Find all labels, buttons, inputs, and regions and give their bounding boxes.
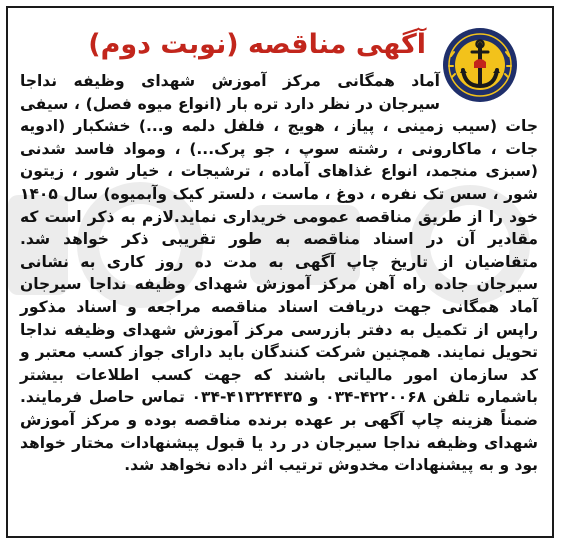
notice-title: آگهی مناقصه (نوبت دوم) bbox=[88, 29, 426, 60]
emblem-spacer bbox=[440, 70, 538, 114]
notice-body bbox=[20, 70, 538, 477]
notice-body-text: آماد همگانی مرکز آموزش شهدای وظیفه نداجا سیرجان در نظر دارد تره بار (انواع میوه فصل) ، سیفی جات (سیب زمینی ، پیاز ، هویج ، فلفل دلمه و...) خشکبار (ادویه جات ، ماکارونی ، رشته سوپ ، جو پرک...) ، ومواد فاسد شدنی (سبزی منجمد، انواع غذاهای آماده ، ترشیجات ، خیار شور ، زیتون شور ، سس تک نفره ، دوغ ، ماست ، دلستر کیک وآبمیوه) سال ۱۴۰۵ خود را از طریق مناقصه عمومی خریداری نماید.لازم به ذکر است که مقادیر آن در اسناد مناقصه به طور تقریبی ذکر خواهد شد. متقاضیان از تاریخ چاپ آگهی به مدت ده روز کاری به نشانی سیرجان جاده راه آهن مرکز آموزش شهدای وظیفه نداجا سیرجان آماد همگانی جهت دریافت اسناد مناقصه مراجعه و اسناد مذکور راپس از تکمیل به دفتر بازرسی مرکز آموزش شهدای وظیفه نداجا تحویل نمایند. همچنین شرکت کنندگان باید دارای جواز کسب معتبر و کد سازمان امور مالیاتی باشند که جهت کسب اطلاعات بیشتر باشماره تلفن ۴۲۲۰۰۶۸-۰۳۴ و ۴۱۳۲۴۴۳۵-۰۳۴ تماس حاصل فرمایند. ضمناً هزینه چاپ آگهی بر عهده برنده مناقصه بوده و مرکز آموزش شهدای وظیفه نداجا سیرجان در رد یا قبول پیشنهادات مختار خواهد بود و به پیشنهادات مخدوش ترتیب اثر داده نخواهد شد. bbox=[20, 72, 538, 475]
